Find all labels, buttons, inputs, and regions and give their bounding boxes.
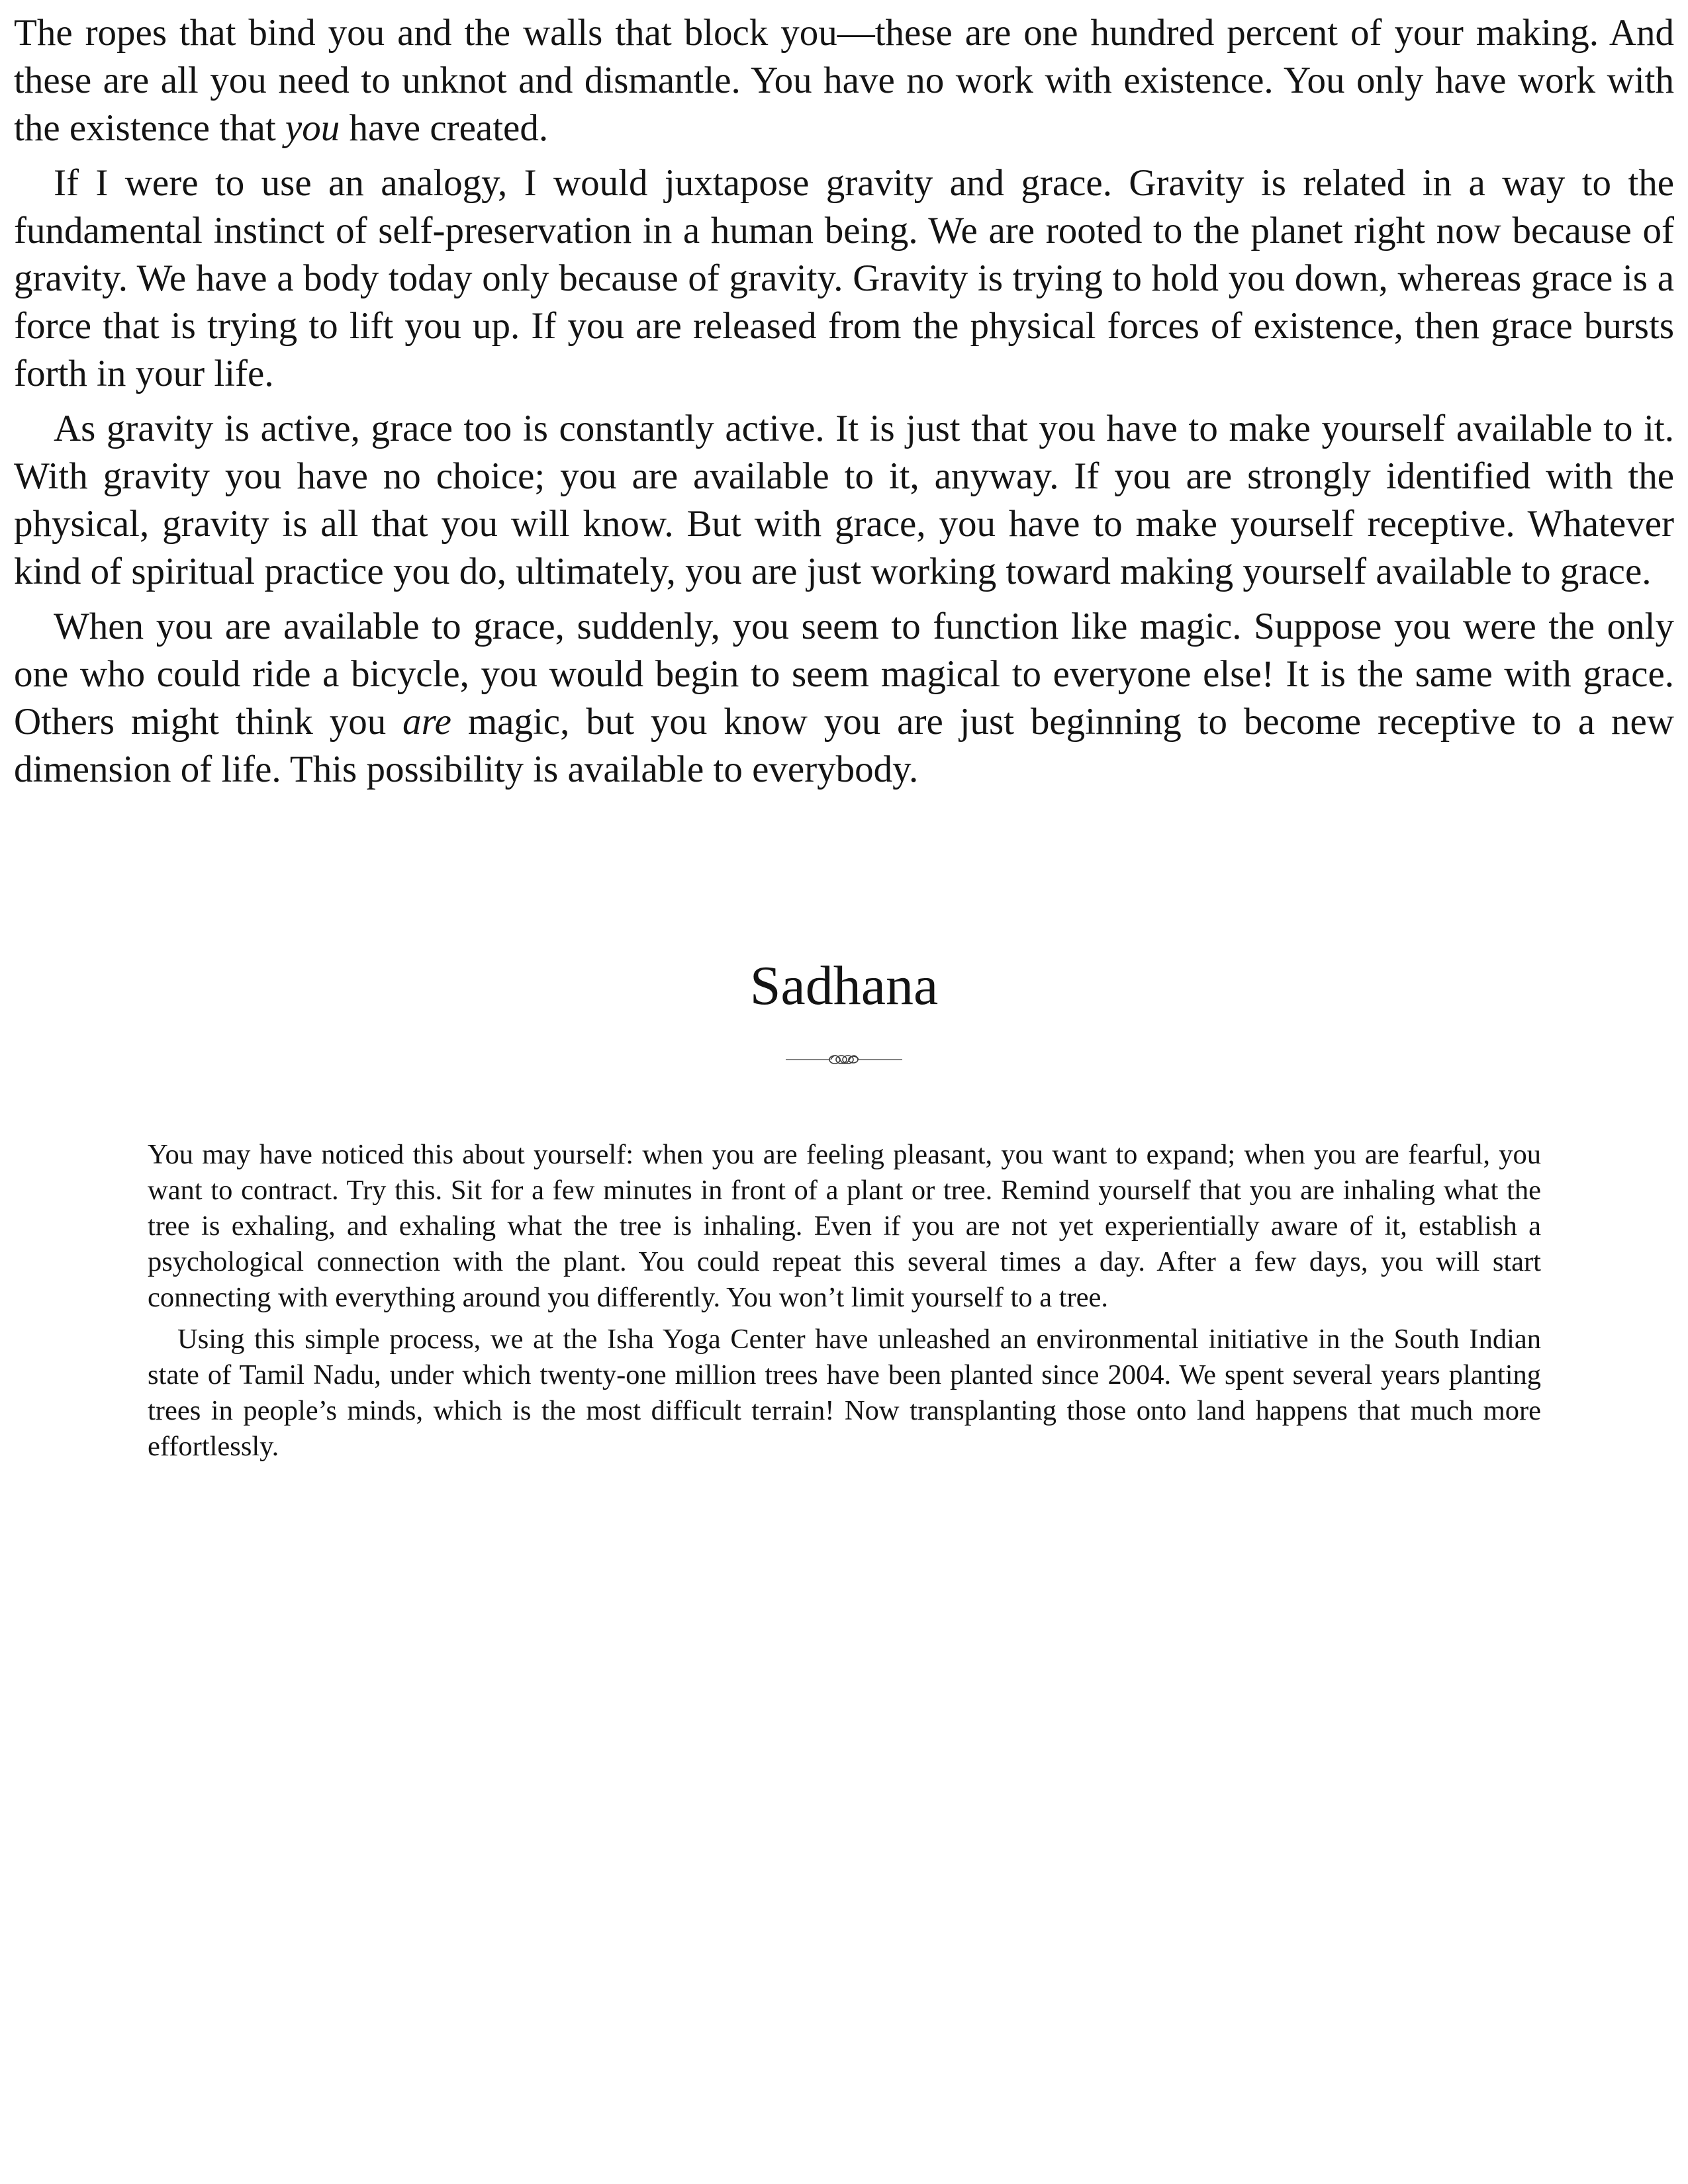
paragraph-4-emphasis: are [402, 701, 451, 743]
sadhana-paragraph-1: You may have noticed this about yourself: when you are feeling pleasant, you want to expand; when you are fearful, you want to contract. Try this. Sit for a few minutes in front of a plant or tree. Remind yourself that you are inhaling what the tree is exhaling, and exhaling what the tree is inhaling. Even if you are not yet experientially aware of it, establish a psychological connection with the plant. You could repeat this several times a day. After a few days, you will start connecting with everything around you differently. You won’t limit yourself to a tree. [148, 1139, 1541, 1313]
paragraph-1-text-before: The ropes that bind you and the walls that block you—these are one hundred percent of your making. And these are all you need to unknot and dismantle. You have no work with existence. You only have work with the existence that [14, 12, 1674, 149]
sadhana-paragraph-2: Using this simple process, we at the Isha Yoga Center have unleashed an environmental initiative in the South Indian state of Tamil Nadu, under which twenty-one million trees have been planted since 2004. We spent several years planting trees in people’s minds, which is the most difficult terrain! Now transplanting those onto land happens that much more effortlessly. [148, 1324, 1541, 1462]
section-title: Sadhana [749, 955, 939, 1017]
paragraph-2: If I were to use an analogy, I would juxtapose gravity and grace. Gravity is related in a way to the fundamental instinct of self-preservation in a human being. We are rooted to the planet right now because of gravity. We have a body today only because of gravity. Gravity is trying to hold you down, whereas grace is a force that is trying to lift you up. If you are released from the physical forces of existence, then grace bursts forth in your life. [14, 162, 1674, 394]
sadhana-body-text [148, 1137, 1541, 1471]
paragraph-1-emphasis: you [285, 107, 340, 149]
paragraph-3: As gravity is active, grace too is constantly active. It is just that you have to make yourself available to it. With gravity you have no choice; you are available to it, anyway. If you are strongly identified with the physical, gravity is all that you will know. But with grace, you have to make yourself receptive. Whatever kind of spiritual practice you do, ultimately, you are just working toward making yourself available to grace. [14, 408, 1674, 592]
paragraph-4-text-before: When you are available to grace, suddenly, you seem to function like magic. Suppose you were the only one who could ride a bicycle, you would begin to seem magical to everyone else! It is the same with grace. Others might think you [14, 606, 1674, 743]
flourish-ornament-icon [784, 1048, 904, 1071]
paragraph-4 [14, 603, 1674, 794]
main-body-text [14, 9, 1674, 801]
paragraph-1-text-after: have created. [340, 107, 549, 149]
paragraph-4-text-after: magic, but you know you are just beginning to become receptive to a new dimension of life. This possibility is available to everybody. [14, 701, 1674, 790]
paragraph-1 [14, 9, 1674, 152]
